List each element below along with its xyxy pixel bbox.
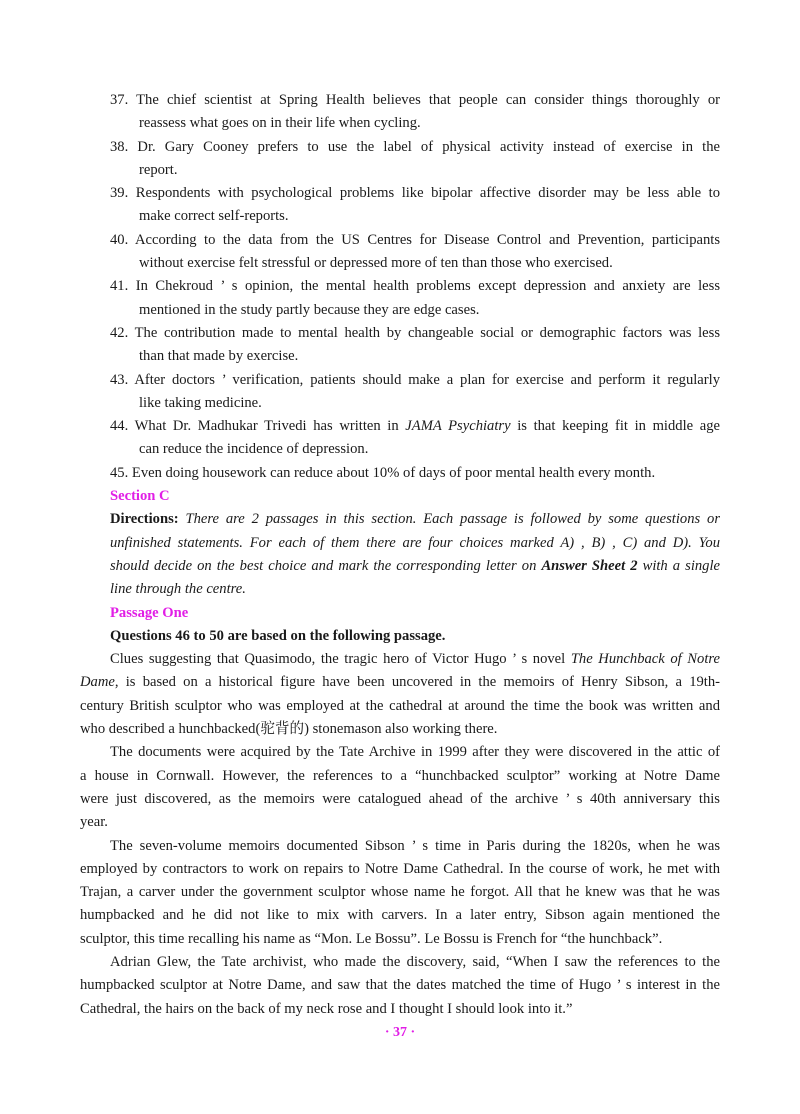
text-segment: The Hunchback of Notre [570,651,720,668]
text-segment: After doctors ’ verification, patients should make a plan for exercise and perform it regularly [134,371,720,388]
text-segment: a house in Cornwall. However, the references to a “hunchbacked sculptor” working at Notre Dame [80,767,720,784]
passage-paragraph [0,648,800,741]
text-segment: humpbacked sculptor at Notre Dame, and saw that the dates matched the time of Hugo ’ s interest in the [80,977,720,994]
statement-item [0,462,800,485]
text-line [80,765,720,788]
text-segment: Trajan, a carver under the government sculptor whose name he forgot. All that he knew was that he was [80,884,720,901]
item-number: 37. [110,92,129,108]
statement-item [0,369,800,416]
text-line [110,578,720,601]
text-segment: year. [80,814,108,831]
item-number: 41. [110,278,129,295]
text-segment: Clues suggesting that Quasimodo, the tragic hero of Victor Hugo ’ s novel [110,651,571,668]
item-number: 45. [110,464,129,481]
text-line [110,555,720,578]
text-line [110,415,720,438]
text-segment: The documents were acquired by the Tate Archive in 1999 after they were discovered in the attic of [110,744,720,761]
text-line [110,835,720,858]
item-number: 43. [110,371,129,388]
text-segment: According to the data from the US Centres for Disease Control and Prevention, participants [134,231,720,248]
text-segment: can reduce the incidence of depression. [139,441,369,458]
page-content [0,89,800,1021]
text-line [80,974,720,997]
text-segment: make correct self-reports. [139,208,289,225]
statement-item [0,275,800,322]
text-line [139,252,720,275]
item-number: 39. [110,185,129,202]
statement-item [0,89,800,136]
item-number: 42. [110,324,129,341]
text-segment: Respondents with psychological problems like bipolar affective disorder may be less able to [135,185,720,202]
text-line [110,136,720,159]
text-line [110,508,720,531]
passage-body [0,648,800,1021]
text-line [80,788,720,811]
passage-paragraph [0,741,800,834]
text-segment: report. [139,161,178,178]
text-segment: humpbacked and he did not like to mix with carvers. In a later entry, Sibson again mentioned the [80,907,720,924]
text-line [80,695,720,718]
text-line [139,205,720,228]
text-segment: who described a hunchbacked(驼背的) stonemason also working there. [80,721,498,738]
text-line [80,858,720,881]
text-line [110,182,720,205]
text-segment: without exercise felt stressful or depressed more of ten than those who exercised. [139,255,613,272]
item-number: 38. [110,138,129,155]
text-segment: The contribution made to mental health by changeable social or demographic factors was less [134,324,720,341]
questions-heading: Questions 46 to 50 are based on the following passage. [110,627,446,644]
text-segment: The chief scientist at Spring Health believes that people can consider things thoroughly or [136,92,720,108]
text-segment: than that made by exercise. [139,348,299,365]
statement-item [0,322,800,369]
statement-item [0,229,800,276]
passage-paragraph [0,951,800,1021]
text-segment: , is based on a historical figure have been uncovered in the memoirs of Henry Sibson, a 19th- [114,674,720,691]
text-line [80,904,720,927]
text-line [110,741,720,764]
page-number: · 37 · [384,1025,416,1040]
text-line [80,998,720,1021]
text-segment: unfinished statements. For each of them there are four choices marked A) , B) , C) and D). You [110,534,720,551]
text-segment: is that keeping fit in middle age [510,418,720,435]
text-segment: Answer Sheet 2 [541,557,638,574]
text-segment: Dr. Gary Cooney prefers to use the label of physical activity instead of exercise in the [137,138,720,155]
text-line [110,229,720,252]
text-line [139,392,720,415]
text-segment: sculptor, this time recalling his name as “Mon. Le Bossu”. Le Bossu is French for “the hunchback”. [80,930,663,947]
text-segment: Dame [80,674,115,691]
text-line [139,159,720,182]
text-segment: Directions [110,511,174,528]
statement-item [0,136,800,183]
text-line [139,345,720,368]
statement-list [0,89,800,485]
text-segment: were just discovered, as the memoirs were catalogued ahead of the archive ’ s 40th anniversary this [80,790,720,807]
text-segment: Cathedral, the hairs on the back of my neck rose and I thought I should look into it.” [80,1000,573,1017]
text-segment: mentioned in the study partly because they are edge cases. [139,301,480,318]
text-line [80,928,720,951]
text-segment: Even doing housework can reduce about 10% of days of poor mental health every month. [131,464,656,481]
text-line [110,951,720,974]
text-line [80,671,720,694]
text-segment: century British sculptor who was employed at the cathedral at around the time the book was written and [80,697,720,714]
text-line [110,89,720,112]
statement-item [0,415,800,462]
text-line [139,438,720,461]
text-segment: : [173,511,179,528]
item-number: 44. [110,418,129,435]
text-line [110,369,720,392]
text-segment: line through the centre. [110,581,246,598]
text-segment: like taking medicine. [139,394,262,411]
text-line [110,322,720,345]
directions [0,508,800,601]
text-segment: reassess what goes on in their life when cycling. [139,115,421,132]
text-segment: In Chekroud ’ s opinion, the mental health problems except depression and anxiety are less [135,278,720,295]
item-number: 40. [110,231,129,248]
text-line [110,532,720,555]
text-segment: JAMA Psychiatry [405,418,511,435]
text-line [80,811,720,834]
text-segment: with a single [637,557,720,574]
text-segment: employed by contractors to work on repairs to Notre Dame Cathedral. In the course of work, he met with [80,860,720,877]
text-segment: There are 2 passages in this section. Each passage is followed by some questions or [178,511,720,528]
text-line [139,299,720,322]
text-segment: What Dr. Madhukar Trivedi has written in [134,418,406,435]
section-heading: Section C [110,488,170,505]
text-segment: Adrian Glew, the Tate archivist, who made the discovery, said, “When I saw the references to the [110,953,720,970]
statement-item [0,182,800,229]
text-line [110,462,720,485]
text-segment: The seven-volume memoirs documented Sibson ’ s time in Paris during the 1820s, when he was [110,837,720,854]
text-line [110,648,720,671]
text-line [80,718,720,741]
text-line [139,112,720,135]
text-segment: should decide on the best choice and mark the corresponding letter on [110,557,542,574]
text-line [110,275,720,298]
text-line [80,881,720,904]
passage-paragraph [0,835,800,951]
passage-heading: Passage One [110,604,189,621]
